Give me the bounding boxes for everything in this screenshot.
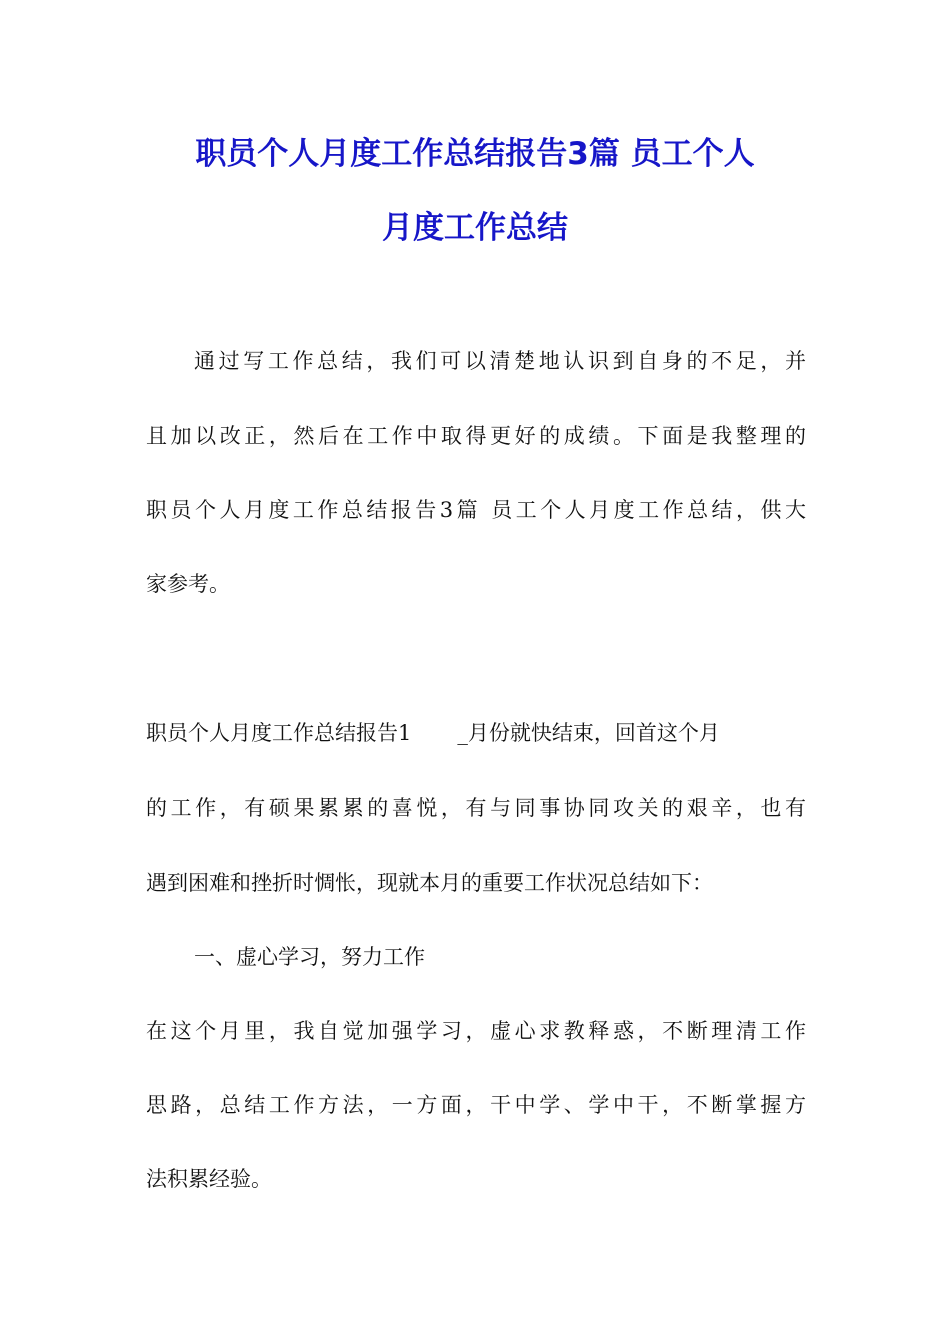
intro-line-1: 通过写工作总结，我们可以清楚地认识到自身的不足，并: [194, 349, 806, 373]
report1-first-line: [146, 717, 806, 749]
report1-line-2: 的工作，有硕果累累的喜悦，有与同事协同攻关的艰辛，也有: [146, 796, 806, 820]
intro-line-2: 且加以改正，然后在工作中取得更好的成绩。下面是我整理的: [146, 424, 806, 448]
report1-heading: 职员个人月度工作总结报告1: [146, 721, 412, 745]
section1-line-3: 法积累经验。: [146, 1167, 272, 1191]
document-title-line-2: 月度工作总结: [382, 210, 568, 246]
intro-line-4: 家参考。: [146, 572, 230, 596]
section1-heading: 一、虚心学习，努力工作: [194, 945, 425, 969]
intro-line-3: 职员个人月度工作总结报告3篇 员工个人月度工作总结，供大: [146, 498, 806, 522]
document-title-line-1: 职员个人月度工作总结报告3篇 员工个人: [195, 136, 755, 172]
report1-line-3: 遇到困难和挫折时惆怅，现就本月的重要工作状况总结如下：: [146, 871, 713, 895]
section1-line-1: 在这个月里，我自觉加强学习，虚心求教释惑，不断理清工作: [146, 1019, 806, 1043]
section1-line-2: 思路，总结工作方法，一方面，干中学、学中干，不断掌握方: [146, 1093, 806, 1117]
report1-first-line-rest: _月份就快结束，回首这个月: [457, 721, 720, 745]
